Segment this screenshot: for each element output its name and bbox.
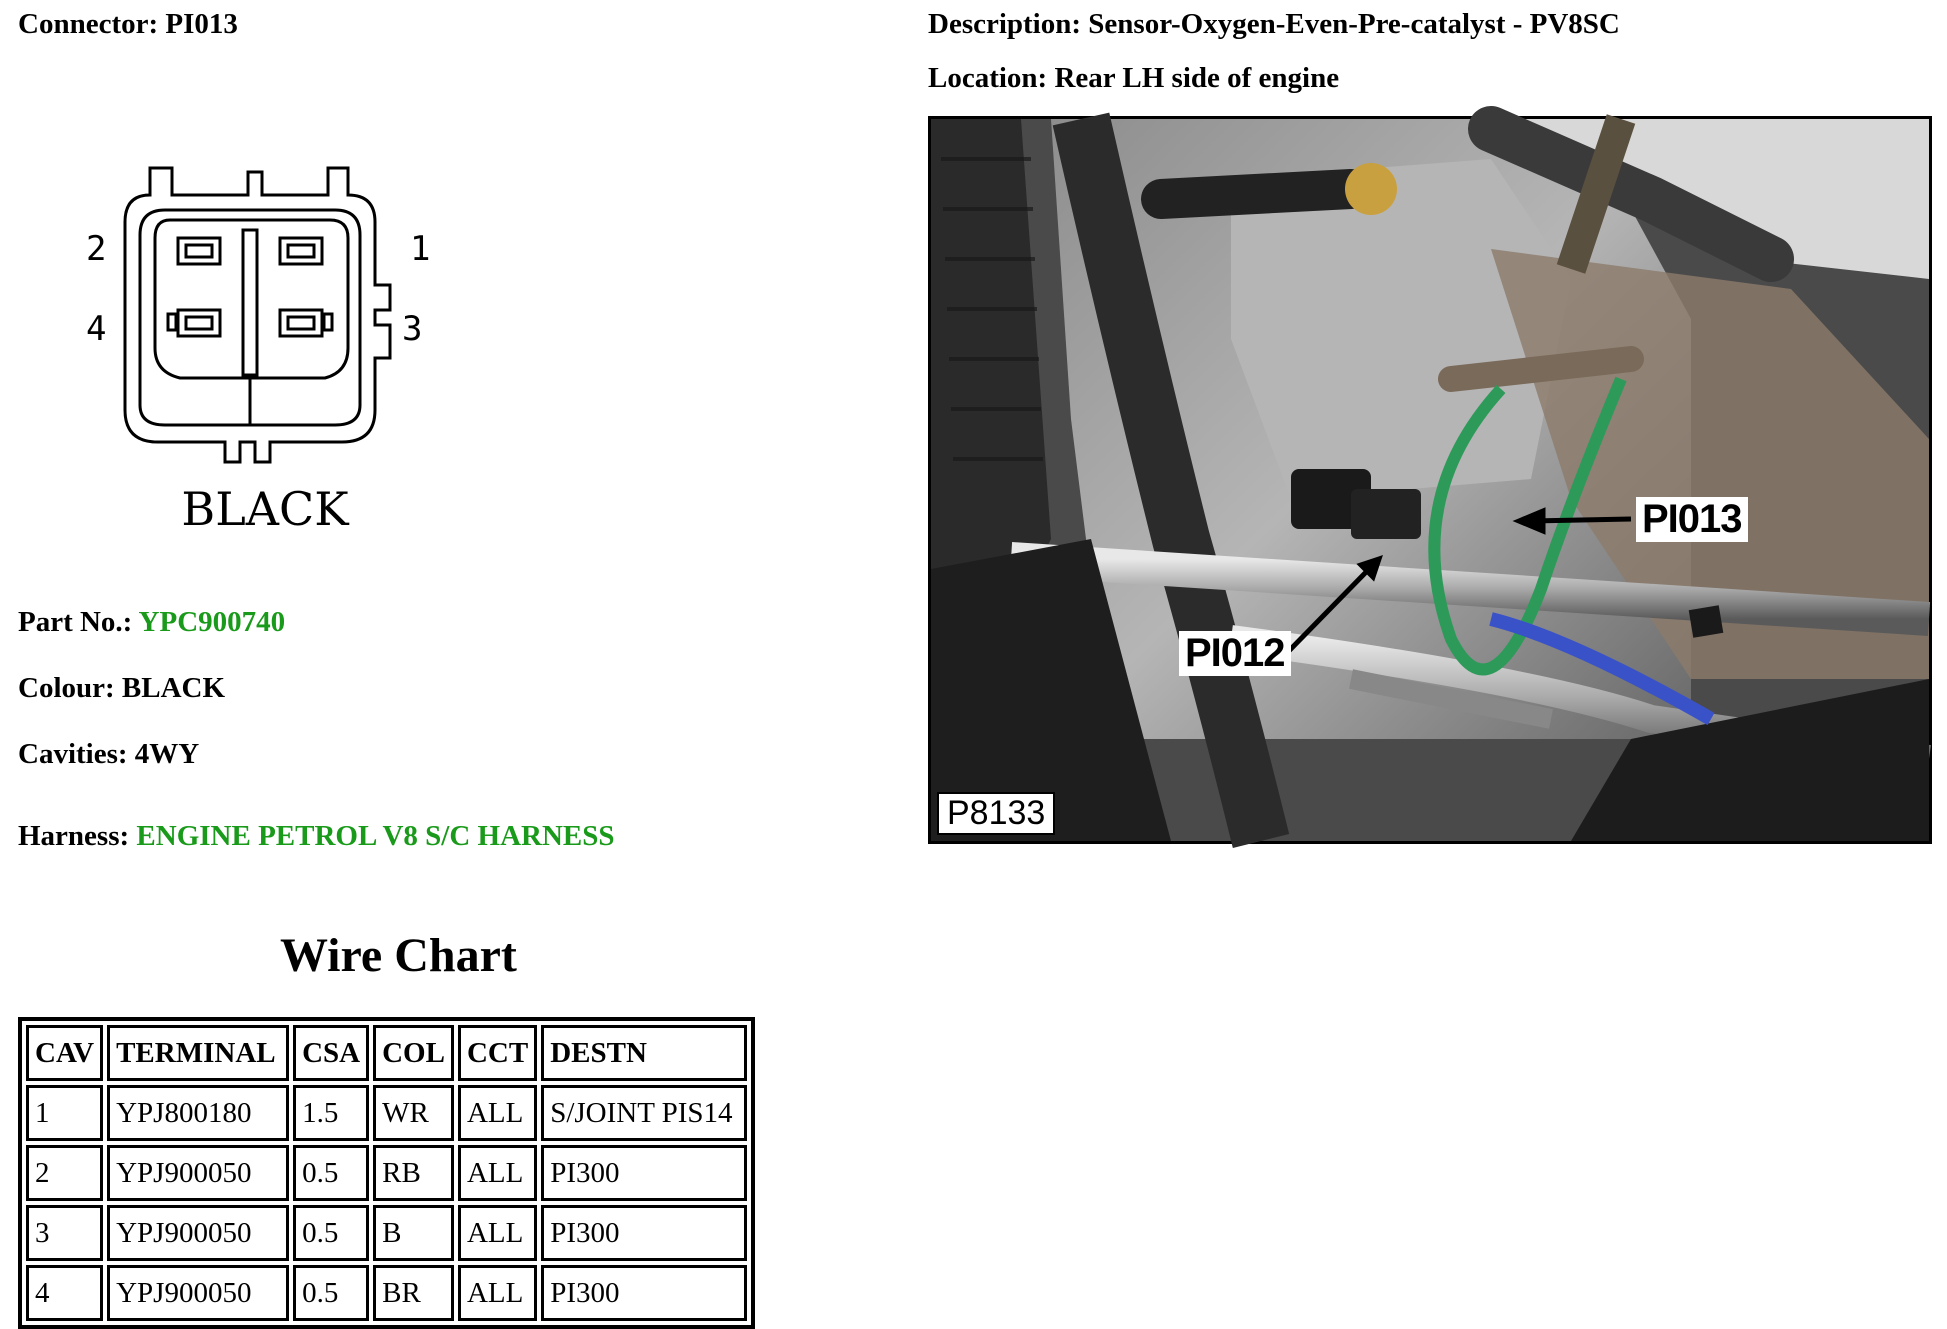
cell-terminal: YPJ900050: [107, 1265, 289, 1321]
photo-id-label: P8133: [937, 792, 1055, 835]
colour-value: BLACK: [121, 672, 226, 704]
part-number-link[interactable]: YPC900740: [138, 606, 286, 638]
cell-cct: ALL: [458, 1145, 537, 1201]
header-col: COL: [373, 1025, 454, 1081]
pin-number-2: 2: [86, 229, 107, 269]
cell-csa: 0.5: [293, 1145, 369, 1201]
cell-csa: 1.5: [293, 1085, 369, 1141]
table-header-row: [26, 1025, 747, 1081]
cell-cav: 3: [26, 1205, 103, 1261]
pin-number-1: 1: [410, 229, 431, 269]
cell-cav: 2: [26, 1145, 103, 1201]
engine-bay-illustration: [931, 119, 1929, 841]
cell-terminal: YPJ800180: [107, 1085, 289, 1141]
description-label: Description:: [928, 8, 1082, 40]
cell-destn: S/JOINT PIS14: [541, 1085, 747, 1141]
connector-color-label: BLACK: [181, 482, 349, 536]
header-cct: CCT: [458, 1025, 537, 1081]
table-row: [26, 1265, 747, 1321]
table-row: [26, 1145, 747, 1201]
wire-chart-table: [18, 1017, 755, 1329]
callout-pi013: PI013: [1636, 497, 1748, 542]
location-field: [928, 62, 1339, 95]
cavities-value: 4WY: [134, 738, 200, 770]
cell-cav: 4: [26, 1265, 103, 1321]
cell-cct: ALL: [458, 1205, 537, 1261]
cell-destn: PI300: [541, 1205, 747, 1261]
cavities-field: [18, 738, 199, 771]
location-photo: [928, 116, 1932, 844]
colour-label: Colour:: [18, 672, 115, 704]
connector-value: PI013: [165, 8, 238, 40]
wire-chart-title: Wire Chart: [280, 929, 517, 982]
cell-destn: PI300: [541, 1145, 747, 1201]
cell-col: WR: [373, 1085, 454, 1141]
cell-csa: 0.5: [293, 1265, 369, 1321]
harness-field: [18, 820, 615, 853]
location-label: Location:: [928, 62, 1048, 94]
part-number-label: Part No.:: [18, 606, 133, 638]
cell-col: RB: [373, 1145, 454, 1201]
header-destn: DESTN: [541, 1025, 747, 1081]
pin-number-4: 4: [86, 309, 107, 349]
harness-label: Harness:: [18, 820, 130, 852]
table-row: [26, 1085, 747, 1141]
cell-csa: 0.5: [293, 1205, 369, 1261]
pin-number-3: 3: [402, 309, 423, 349]
harness-link[interactable]: ENGINE PETROL V8 S/C HARNESS: [136, 820, 615, 852]
cell-terminal: YPJ900050: [107, 1145, 289, 1201]
description-field: [928, 8, 1620, 41]
colour-field: [18, 672, 225, 705]
cell-cct: ALL: [458, 1085, 537, 1141]
description-value: Sensor-Oxygen-Even-Pre-catalyst - PV8SC: [1088, 8, 1620, 40]
part-number-field: [18, 606, 285, 639]
cell-terminal: YPJ900050: [107, 1205, 289, 1261]
header-csa: CSA: [293, 1025, 369, 1081]
connector-face-diagram: [86, 160, 450, 540]
location-value: Rear LH side of engine: [1054, 62, 1340, 94]
cavities-label: Cavities:: [18, 738, 128, 770]
cell-cav: 1: [26, 1085, 103, 1141]
cell-cct: ALL: [458, 1265, 537, 1321]
cell-destn: PI300: [541, 1265, 747, 1321]
connector-label: Connector:: [18, 8, 159, 40]
callout-pi012: PI012: [1179, 631, 1291, 676]
table-row: [26, 1205, 747, 1261]
cell-col: B: [373, 1205, 454, 1261]
connector-field: [18, 8, 238, 41]
header-terminal: TERMINAL: [107, 1025, 289, 1081]
header-cav: CAV: [26, 1025, 103, 1081]
cell-col: BR: [373, 1265, 454, 1321]
